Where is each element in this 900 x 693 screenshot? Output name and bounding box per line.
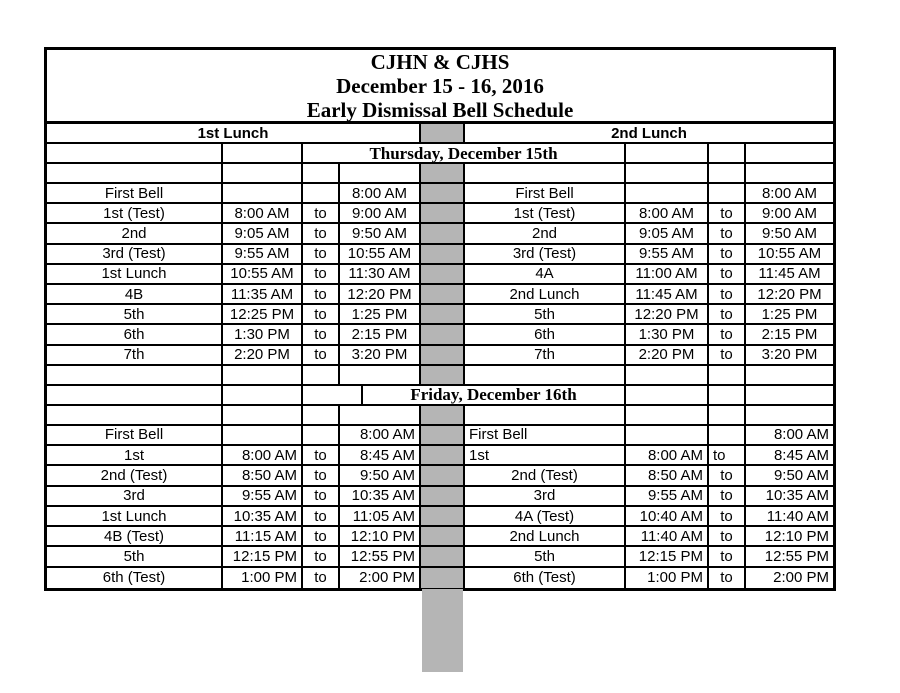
start-time-cell: 11:35 AM [223,285,303,305]
to-label: to [303,487,340,507]
empty-cell [709,406,746,426]
schedule-row [47,265,833,285]
end-time-cell: 11:45 AM [746,265,833,285]
end-time-cell: 2:15 PM [340,325,421,345]
end-time-cell: 3:20 PM [340,346,421,366]
empty-cell [303,406,340,426]
end-time-cell: 2:00 PM [773,569,829,587]
title-cell [47,50,833,124]
period-cell: 5th [47,547,223,567]
period-cell: 1st Lunch [47,507,223,527]
to-label: to [303,305,340,325]
middle-divider-cell [421,466,465,486]
end-time-cell: 8:00 AM [340,184,421,204]
empty-cell [626,164,709,184]
empty-cell [626,406,709,426]
period-cell: 2nd [465,224,626,244]
end-time-cell: 10:55 AM [340,245,421,265]
period-cell: 6th (Test) [465,568,626,588]
empty-cell [746,164,833,184]
empty-cell [303,366,340,386]
middle-divider-cell [421,568,465,588]
period-cell: 1st Lunch [47,265,223,285]
period-cell: First Bell [47,426,223,446]
end-time-cell: 9:50 AM [340,224,421,244]
to-label [303,426,340,446]
start-time-cell: 12:20 PM [626,305,709,325]
end-time-cell: 8:00 AM [746,184,833,204]
end-time-cell: 1:25 PM [746,305,833,325]
to-label: to [303,224,340,244]
schedule-row [47,245,833,265]
start-time-cell: 9:05 AM [626,224,709,244]
to-label: to [303,204,340,224]
start-time-cell: 9:55 AM [223,487,303,507]
empty-cell [465,164,626,184]
to-label: to [709,466,746,486]
end-time-cell: 9:50 AM [340,466,421,486]
empty-cell [340,366,421,386]
schedule-row [47,507,833,527]
empty-cell [709,386,746,406]
end-time-cell: 8:00 AM [746,426,833,446]
start-time-cell: 11:00 AM [626,265,709,285]
start-time-cell: 1:30 PM [626,325,709,345]
end-time-cell: 9:00 AM [746,204,833,224]
period-cell: 5th [465,547,626,567]
friday-heading-row [47,386,833,406]
start-time-cell: 8:00 AM [223,446,303,466]
end-time-cell: 11:05 AM [340,507,421,527]
empty-cell [340,406,421,426]
period-cell: 1st [465,446,626,466]
end-time-cell: 11:40 AM [746,507,833,527]
to-label: to [709,346,746,366]
start-time-cell: 11:15 AM [223,527,303,547]
end-time-cell: 8:45 AM [340,446,421,466]
start-time-cell: 9:55 AM [626,487,709,507]
schedule-row [47,547,833,567]
to-label: to [709,224,746,244]
empty-cell [303,164,340,184]
title-block [47,50,833,124]
start-time-cell [626,184,709,204]
empty-cell [746,366,833,386]
end-time-cell: 12:20 PM [746,285,833,305]
empty-cell [746,406,833,426]
period-cell: 2nd (Test) [47,466,223,486]
to-label: to [709,325,746,345]
start-time-cell [223,184,303,204]
to-label: to [709,527,746,547]
end-time-cell: 2:15 PM [746,325,833,345]
end-time-cell: 10:35 AM [746,487,833,507]
start-time-cell: 8:50 AM [626,466,709,486]
start-time-cell [223,426,303,446]
start-time-cell: 1:30 PM [223,325,303,345]
empty-cell [223,164,303,184]
start-time-cell: 11:45 AM [626,285,709,305]
to-label: to [709,568,746,588]
schedule-row [47,426,833,446]
end-time-cell: 12:10 PM [746,527,833,547]
empty-cell [223,386,303,406]
thursday-heading-row [47,144,833,164]
end-time-cell: 8:45 AM [746,446,833,466]
to-label: to [709,446,746,466]
to-label: to [303,265,340,285]
period-cell: 1st (Test) [47,204,223,224]
schedule-row [47,305,833,325]
school-name: CJHN & CJHS [370,50,510,74]
end-time-cell: 2:00 PM [340,568,421,588]
schedule-row [47,184,833,204]
period-cell: 7th [465,346,626,366]
to-label: to [303,568,340,588]
to-label: to [709,204,746,224]
spacer-row [47,406,833,426]
period-cell: 3rd [465,487,626,507]
to-label: to [303,466,340,486]
empty-cell [47,144,223,164]
period-cell: 2nd Lunch [465,285,626,305]
to-label: to [303,446,340,466]
end-time-cell: 9:50 AM [746,466,833,486]
period-cell: First Bell [47,184,223,204]
empty-cell [746,144,833,164]
empty-cell [223,366,303,386]
period-cell: 5th [47,305,223,325]
empty-cell [47,386,223,406]
middle-divider-cell [421,124,465,144]
end-time-cell: 1:25 PM [340,305,421,325]
period-cell: 1st (Test) [465,204,626,224]
schedule-row [47,346,833,366]
middle-divider-cell [421,507,465,527]
start-time-cell: 12:15 PM [626,547,709,567]
date-range: December 15 - 16, 2016 [336,73,544,98]
to-label [303,184,340,204]
end-time-cell: 12:20 PM [340,285,421,305]
middle-divider-cell [421,527,465,547]
middle-divider-cell [421,164,465,184]
empty-cell [626,144,709,164]
empty-cell [223,406,303,426]
start-time-cell: 10:55 AM [223,265,303,285]
day-heading-friday: Friday, December 16th [363,386,626,406]
gray-column-tail [422,589,463,672]
end-time-cell: 12:10 PM [340,527,421,547]
period-cell: 3rd [47,487,223,507]
start-time-cell: 12:25 PM [223,305,303,325]
middle-divider-cell [421,446,465,466]
bell-schedule-table [44,47,836,591]
middle-divider-cell [421,224,465,244]
empty-cell [47,366,223,386]
empty-cell [47,406,223,426]
middle-divider-cell [421,346,465,366]
start-time-cell: 10:35 AM [223,507,303,527]
to-label [709,184,746,204]
schedule-row [47,568,833,588]
period-cell: 3rd (Test) [47,245,223,265]
empty-cell [709,144,746,164]
period-cell: 4A [465,265,626,285]
end-time-cell: 10:35 AM [340,487,421,507]
middle-divider-cell [421,305,465,325]
start-time-cell: 9:05 AM [223,224,303,244]
period-cell: 1st [47,446,223,466]
empty-cell [465,366,626,386]
period-cell: 6th [465,325,626,345]
period-cell: 2nd [47,224,223,244]
period-cell: 4B [47,285,223,305]
start-time-cell: 8:00 AM [626,204,709,224]
end-time-cell: 11:30 AM [340,265,421,285]
period-cell: 6th [47,325,223,345]
start-time-cell: 9:55 AM [223,245,303,265]
middle-divider-cell [421,184,465,204]
end-time-cell: 8:00 AM [340,426,421,446]
middle-divider-cell [421,265,465,285]
empty-cell [47,164,223,184]
to-label: to [709,305,746,325]
to-label: to [303,325,340,345]
schedule-row [47,466,833,486]
period-cell: 5th [465,305,626,325]
start-time-cell: 1:00 PM [223,568,303,588]
start-time-cell: 1:00 PM [626,568,709,588]
day-heading-thursday: Thursday, December 15th [303,144,626,164]
schedule-row [47,527,833,547]
period-cell: 4A (Test) [465,507,626,527]
end-time-cell: 9:50 AM [746,224,833,244]
schedule-row [47,325,833,345]
end-time-cell: 9:00 AM [340,204,421,224]
to-label: to [709,487,746,507]
end-time-cell: 12:55 PM [746,547,833,567]
schedule-row [47,224,833,244]
empty-cell [709,164,746,184]
schedule-row [47,204,833,224]
lunch-header-left: 1st Lunch [47,124,421,144]
end-time-cell: 12:55 PM [340,547,421,567]
to-label: to [303,547,340,567]
empty-cell [709,366,746,386]
period-cell: First Bell [465,426,626,446]
spacer-row [47,366,833,386]
to-label: to [303,285,340,305]
empty-cell [340,164,421,184]
to-label: to [709,285,746,305]
to-label: to [303,527,340,547]
to-label: to [303,245,340,265]
start-time-cell: 2:20 PM [626,346,709,366]
schedule-row [47,446,833,466]
spacer-row [47,164,833,184]
to-label: to [709,265,746,285]
empty-cell [746,386,833,406]
start-time-cell: 11:40 AM [626,527,709,547]
empty-cell [465,406,626,426]
period-cell: 2nd Lunch [465,527,626,547]
period-cell: 6th (Test) [47,568,223,588]
empty-cell [626,386,709,406]
end-time-cell: 3:20 PM [746,346,833,366]
start-time-cell: 12:15 PM [223,547,303,567]
schedule-row [47,285,833,305]
to-label: to [709,547,746,567]
schedule-row [47,487,833,507]
end-time-cell: 10:55 AM [746,245,833,265]
empty-cell [303,386,363,406]
to-label: to [709,245,746,265]
to-label [709,426,746,446]
start-time-cell: 2:20 PM [223,346,303,366]
to-label: to [303,346,340,366]
start-time-cell: 8:50 AM [223,466,303,486]
period-cell: 2nd (Test) [465,466,626,486]
start-time-cell: 8:00 AM [223,204,303,224]
middle-divider-cell [421,547,465,567]
period-cell: First Bell [465,184,626,204]
to-label: to [303,507,340,527]
empty-cell [626,366,709,386]
to-label: to [709,507,746,527]
period-cell: 4B (Test) [47,527,223,547]
middle-divider-cell [421,366,465,386]
start-time-cell: 8:00 AM [626,446,709,466]
middle-divider-cell [421,204,465,224]
start-time-cell: 10:40 AM [626,507,709,527]
middle-divider-cell [421,487,465,507]
middle-divider-cell [421,285,465,305]
period-cell: 3rd (Test) [465,245,626,265]
start-time-cell [626,426,709,446]
middle-divider-cell [421,406,465,426]
middle-divider-cell [421,325,465,345]
period-cell: 7th [47,346,223,366]
lunch-header-right: 2nd Lunch [465,124,833,144]
empty-cell [223,144,303,164]
middle-divider-cell [421,245,465,265]
lunch-header-row [47,124,833,144]
middle-divider-cell [421,426,465,446]
start-time-cell: 9:55 AM [626,245,709,265]
schedule-name: Early Dismissal Bell Schedule [306,97,574,122]
